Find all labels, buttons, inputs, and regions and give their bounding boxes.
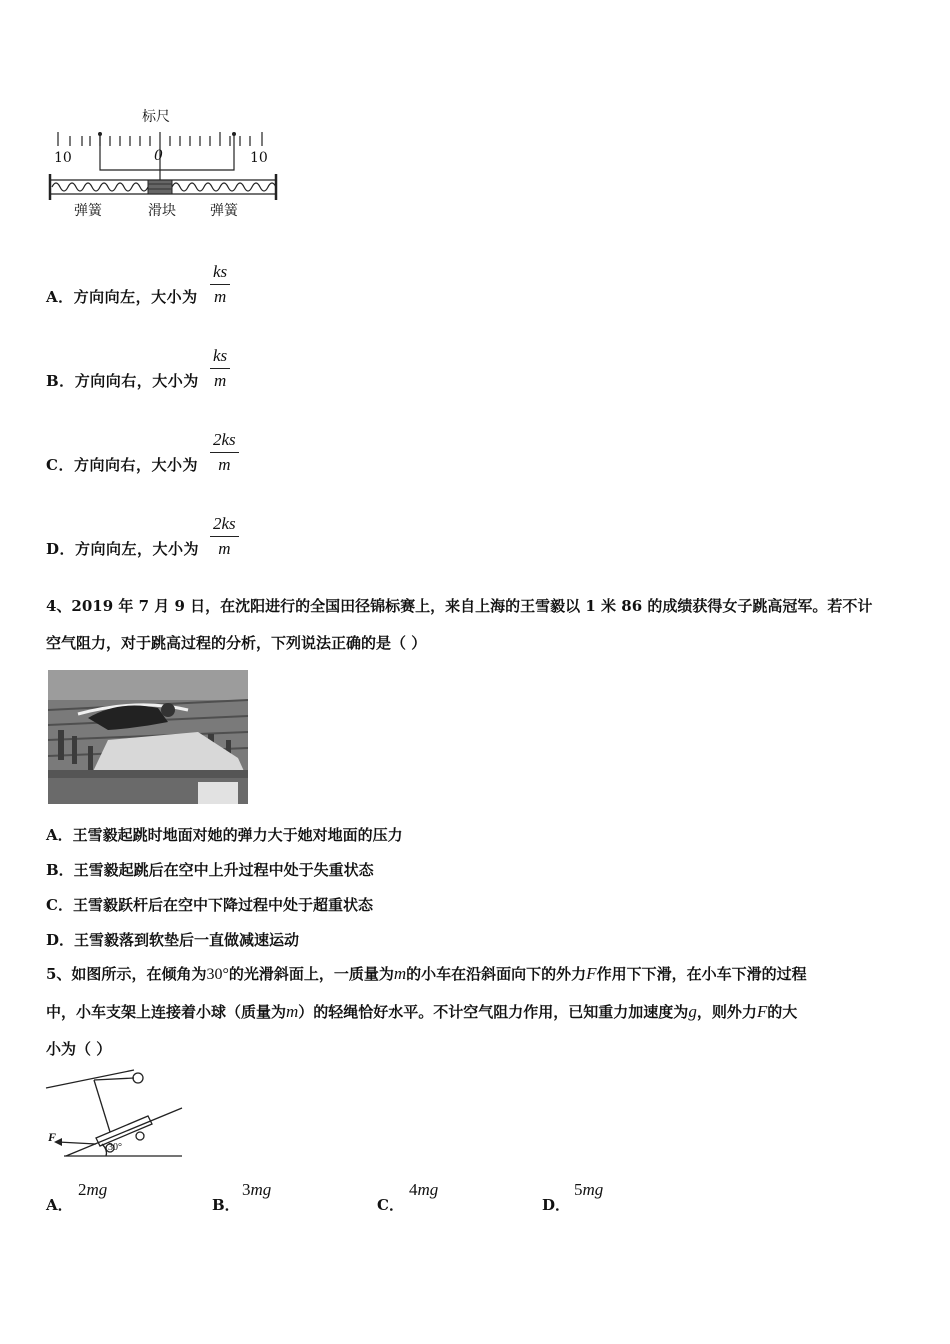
- question-5-stem: [46, 955, 926, 1068]
- question-4-line-1: 4、2019 年 7 月 9 日，在沈阳进行的全国田径锦标赛上，来自上海的王雪毅以 1 米 86 的成绩获得女子跳高冠军。若不计: [46, 597, 873, 615]
- answer-value: 3mg: [242, 1180, 272, 1199]
- fraction-numerator: ks: [210, 346, 230, 369]
- fraction-numerator: 2ks: [210, 514, 239, 537]
- force-symbol: F: [756, 1002, 768, 1021]
- incline-cart-figure: [44, 1066, 186, 1160]
- option-letter: C．: [46, 456, 74, 474]
- question-5-line-3: 小为（ ）: [46, 1040, 112, 1058]
- answer-letter: D．: [542, 1196, 571, 1214]
- gravity-symbol: g: [688, 1002, 697, 1021]
- question-4-stem: [46, 588, 916, 662]
- option-text: 方向向右，大小为: [74, 372, 199, 390]
- force-symbol: F: [586, 964, 597, 983]
- question-4-line-2: 空气阻力，对于跳高过程的分析，下列说法正确的是（ ）: [46, 634, 427, 652]
- angle-value: 30°: [206, 966, 229, 983]
- q5-answer-c: [377, 1180, 439, 1214]
- label-slider: 滑块: [148, 203, 176, 219]
- fraction-denominator: m: [213, 287, 227, 306]
- option-text: 方向向左，大小为: [75, 540, 200, 558]
- ruler-zero: 0: [154, 148, 163, 164]
- angle-label: 30°: [108, 1142, 122, 1153]
- q5-text: 5、如图所示，在倾角为: [46, 965, 207, 983]
- q5-text: 的大: [767, 1003, 798, 1021]
- ruler-left-number: 10: [54, 150, 72, 166]
- question-4-options: [46, 818, 403, 958]
- question-5-line-2: [46, 993, 926, 1031]
- q5-answer-d: [542, 1180, 604, 1214]
- option-text: 方向向左，大小为: [73, 288, 198, 306]
- q5-text: 作用下下滑，在小车下滑的过程: [596, 965, 807, 983]
- answer-value: 5mg: [574, 1180, 604, 1199]
- mass-symbol: m: [393, 964, 407, 983]
- q5-text: 的光滑斜面上，一质量为: [228, 965, 394, 983]
- option-letter: B．: [46, 372, 75, 390]
- q5-text: ，则外力: [696, 1003, 757, 1021]
- high-jump-photo-image: [48, 670, 248, 804]
- q4-option-c: C．王雪毅跃杆后在空中下降过程中处于超重状态: [46, 896, 373, 914]
- fraction-numerator: ks: [210, 262, 230, 285]
- q5-answer-a: [46, 1180, 108, 1214]
- q4-option-a: A．王雪毅起跳时地面对她的弹力大于她对地面的压力: [46, 826, 403, 844]
- ruler-spring-figure: [44, 104, 284, 224]
- q5-text: 中，小车支架上连接着小球（质量为: [46, 1003, 287, 1021]
- label-spring-left: 弹簧: [74, 203, 102, 219]
- option-text: 方向向右，大小为: [73, 456, 198, 474]
- fraction-denominator: m: [218, 539, 231, 558]
- ruler-title: 标尺: [142, 109, 170, 125]
- q5-answer-b: [212, 1180, 272, 1214]
- q4-option-d: D．王雪毅落到软垫后一直做减速运动: [46, 931, 300, 949]
- ruler-right-number: 10: [250, 150, 268, 166]
- mass-symbol: m: [286, 1002, 299, 1021]
- fraction-denominator: m: [218, 455, 231, 474]
- answer-value: 2mg: [78, 1180, 108, 1199]
- q4-option-b: B．王雪毅起跳后在空中上升过程中处于失重状态: [46, 861, 374, 879]
- option-letter: D．: [46, 540, 76, 558]
- label-spring-right: 弹簧: [210, 203, 238, 219]
- question-5-line-1: [46, 955, 926, 993]
- high-jump-photo: [48, 670, 248, 804]
- fraction-numerator: 2ks: [210, 430, 239, 453]
- answer-letter: A．: [46, 1196, 73, 1214]
- fraction-denominator: m: [213, 371, 227, 390]
- q5-text: 的小车在沿斜面向下的外力: [406, 965, 587, 983]
- option-letter: A．: [46, 288, 74, 306]
- answer-letter: B．: [212, 1196, 240, 1214]
- force-label: F: [48, 1130, 57, 1144]
- answer-letter: C．: [377, 1196, 404, 1214]
- q5-text: ）的轻绳恰好水平。不计空气阻力作用，已知重力加速度为: [298, 1003, 689, 1021]
- answer-value: 4mg: [409, 1180, 439, 1199]
